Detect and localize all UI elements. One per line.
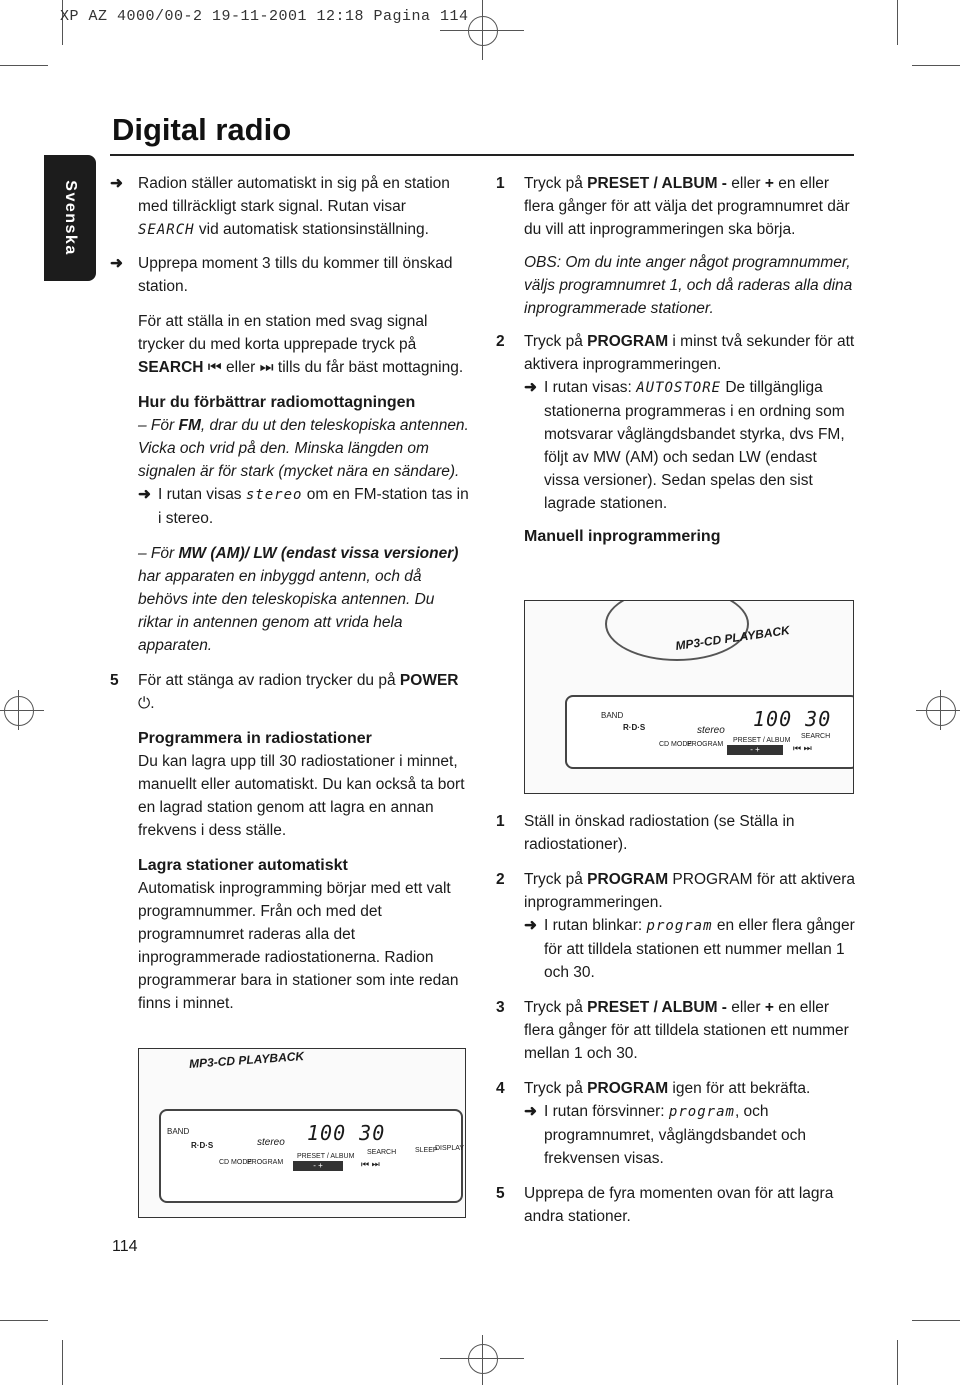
lcd-search-text: SEARCH xyxy=(138,222,195,238)
manual-heading: Manuell inprogrammering xyxy=(524,528,721,545)
page-number: 114 xyxy=(112,1238,138,1255)
preset-buttons: - + xyxy=(293,1161,343,1171)
crop-mark xyxy=(897,1340,898,1385)
auto-step-2: 2 Tryck på PROGRAM i minst två sekunder för att aktivera inprogrammeringen. xyxy=(496,333,855,373)
next-icon: ⏭ xyxy=(259,359,274,376)
registration-mark-icon xyxy=(4,696,34,726)
print-header: XP AZ 4000/00-2 19-11-2001 12:18 Pagina 114 xyxy=(60,8,469,25)
crop-mark xyxy=(912,65,960,66)
lcd-stereo-text: stereo xyxy=(245,487,303,503)
registration-mark-icon xyxy=(926,696,956,726)
arrow-icon: ➜ xyxy=(524,917,537,934)
previous-icon: ⏮ xyxy=(361,1159,370,1169)
power-icon: ⏻ xyxy=(138,695,151,712)
manual-step-5: 5 Upprepa de fyra momenten ovan för att lagra andra stationer. xyxy=(496,1185,834,1225)
fm-antenna-note: – För FM, drar du ut den teleskopiska antennen. Vicka och vrid på den. Minska längden om signalen är för stark (mycket nära en sändare). xyxy=(138,417,469,480)
lcd-autostore-text: AUTOSTORE xyxy=(636,380,722,396)
crop-mark xyxy=(0,65,48,66)
auto-search-note: ➜ Radion ställer automatiskt in sig på en station med tillräckligt stark signal. Rutan visar SEARCH vid automatisk stationsinställning. xyxy=(110,172,470,242)
crop-mark xyxy=(912,1320,960,1321)
arrow-icon: ➜ xyxy=(138,486,151,503)
preset-buttons: - + xyxy=(727,745,783,755)
next-icon: ⏭ xyxy=(371,1159,380,1169)
crop-mark xyxy=(0,1320,48,1321)
stereo-note: ➜ I rutan visas stereo om en FM-station tas in i stereo. xyxy=(110,483,470,530)
manual-step-4: 4 Tryck på PROGRAM igen för att bekräfta. xyxy=(496,1080,811,1097)
obs-note: OBS: Om du inte anger något programnummer, väljs programnumret 1, och då raderas alla dina inprogrammerade stationer. xyxy=(524,254,853,317)
registration-mark-icon xyxy=(468,1344,498,1374)
crop-mark xyxy=(62,1340,63,1385)
right-column xyxy=(496,172,856,548)
title-rule xyxy=(110,154,854,156)
repeat-note: ➜ Upprepa moment 3 tills du kommer till önskad station. xyxy=(110,252,470,298)
lcd-program-text: program xyxy=(668,1104,735,1120)
registration-mark-icon xyxy=(468,16,498,46)
manual-step-3: 3 Tryck på PRESET / ALBUM - eller + en eller flera gånger för att tilldela stationen ett nummer mellan 1 och 30. xyxy=(496,999,849,1062)
arrow-icon: ➜ xyxy=(110,255,123,272)
program-disappear-note: ➜ I rutan försvinner: program, och programnumret, våglängdsbandet och frekvensen visas. xyxy=(496,1100,856,1170)
arrow-icon: ➜ xyxy=(110,175,123,192)
device-illustration: MP3-CD PLAYBACK BAND R·D·S stereo 100 30 CD MODE PROGRAM PRESET / ALBUM SEARCH - + ⏮ ⏭ xyxy=(524,600,854,794)
lcd-program-text: program xyxy=(646,918,713,934)
program-blink-note: ➜ I rutan blinkar: program en eller flera gånger för att tilldela stationen ett nummer mellan 1 och 30. xyxy=(496,914,856,984)
next-icon: ⏭ xyxy=(803,743,812,753)
previous-icon: ⏮ xyxy=(793,743,802,753)
mw-lw-antenna-note: – För MW (AM)/ LW (endast vissa versioner) har apparaten en inbyggd antenn, och då behövs inte den teleskopiska antennen. Du riktar in antennen genom att vrida hela apparaten. xyxy=(138,545,459,654)
language-tab xyxy=(44,155,96,281)
right-column-manual xyxy=(496,810,856,1228)
arrow-icon: ➜ xyxy=(524,1103,537,1120)
autostore-note: ➜ I rutan visas: AUTOSTORE De tillgängliga stationerna programmeras i en ordning som motsvarar våglängdsbandet styrka, dvs FM, följt av MW (AM) och sedan LW (endast vissa versioner). Sedan spelas den sist lagrade stationen. xyxy=(496,376,856,515)
program-text: Du kan lagra upp till 30 radiostationer i minnet, manuellt eller automatiskt. Du kan också ta bort en lagrad station genom att lagra en annan frekvens i dess ställe. xyxy=(138,753,465,839)
arrow-icon: ➜ xyxy=(524,379,537,396)
manual-step-2: 2 Tryck på PROGRAM PROGRAM för att aktivera inprogrammeringen. xyxy=(496,871,856,911)
left-column xyxy=(110,172,470,1015)
auto-store-text: Automatisk inprogramming börjar med ett valt programnummer. Från och med det programnumret raderas alla det inprogrammerade radiostationerna. Radion programmerar bara in stationer som inte redan finns i minnet. xyxy=(138,880,459,1012)
step-5-power-off: 5 För att stänga av radion trycker du på POWER ⏻. xyxy=(110,672,459,712)
previous-icon: ⏮ xyxy=(207,359,222,376)
device-illustration: MP3-CD PLAYBACK BAND R·D·S stereo 100 30 CD MODE PROGRAM PRESET / ALBUM SEARCH SLEEP DISPLAY - + ⏮ ⏭ xyxy=(138,1048,466,1218)
program-heading: Programmera in radiostationer xyxy=(138,730,372,747)
improve-heading: Hur du förbättrar radiomottagningen xyxy=(138,394,416,411)
language-tab-label: Svenska xyxy=(62,180,79,256)
auto-store-heading: Lagra stationer automatiskt xyxy=(138,857,348,874)
weak-signal-note: För att ställa in en station med svag signal trycker du med korta upprepade tryck på SEARCH ⏮ eller ⏭ tills du får bäst mottagning. xyxy=(138,313,464,376)
crop-mark xyxy=(897,0,898,45)
manual-step-1: 1 Ställ in önskad radiostation (se Ställa in radiostationer). xyxy=(496,813,795,853)
page-title: Digital radio xyxy=(112,112,292,147)
auto-step-1: 1 Tryck på PRESET / ALBUM - eller + en eller flera gånger för att välja det programnumret där du vill att inprogrammeringen ska börja. xyxy=(496,175,850,238)
